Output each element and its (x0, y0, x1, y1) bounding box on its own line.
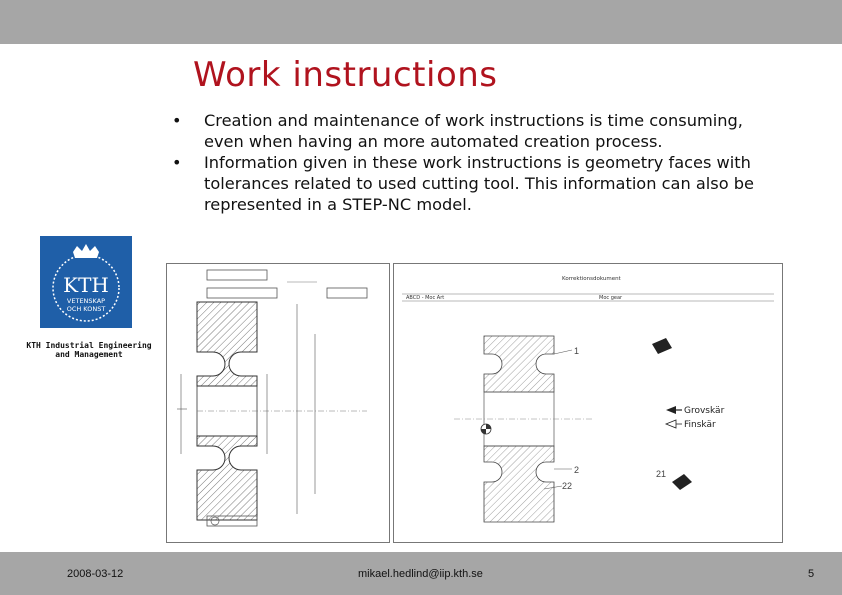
drawing-right (393, 263, 783, 543)
bullet-item (172, 110, 772, 152)
left-part-drawing-icon (167, 264, 389, 542)
department-line: and Management (55, 350, 123, 359)
footer-date: 2008-03-12 (67, 568, 124, 580)
legend-finishing: Finskär (684, 420, 716, 430)
kth-crest-icon (40, 236, 132, 328)
department-name (22, 341, 156, 359)
bullet-item (172, 152, 772, 215)
bullet-list (172, 110, 772, 215)
footer-bar (0, 552, 842, 595)
top-frame-bar (0, 0, 842, 44)
logo-line: VETENSKAP (66, 297, 106, 305)
drawing-left (166, 263, 390, 543)
bullet-marker: • (172, 111, 182, 130)
bullet-marker: • (172, 153, 182, 172)
bullet-text: Creation and maintenance of work instructions is time consuming, even when having an more automated creation process. (204, 111, 743, 151)
marker-label: 1 (574, 346, 580, 356)
logo-line: OCH KONST (66, 305, 106, 313)
page-number: 5 (808, 568, 815, 580)
department-line: KTH Industrial Engineering (26, 341, 152, 350)
footer-email: mikael.hedlind@iip.kth.se (358, 568, 483, 580)
marker-label: 2 (574, 465, 580, 475)
slide-title: Work instructions (193, 55, 498, 95)
part-name: ABCD - Moc Art (406, 295, 445, 301)
tool-name: Moc gear (599, 295, 623, 301)
marker-label: 22 (562, 481, 573, 491)
legend-roughing: Grovskär (684, 406, 725, 416)
bullet-text: Information given in these work instructions is geometry faces with tolerances related to used cutting tool. This information can also be represented in a STEP-NC model. (204, 153, 754, 214)
header-title: Korrektionsdokument (562, 276, 621, 282)
kth-logo (40, 236, 132, 328)
logo-line: KTH (63, 273, 109, 297)
marker-label: 21 (656, 469, 667, 479)
right-part-drawing-icon (394, 264, 782, 542)
